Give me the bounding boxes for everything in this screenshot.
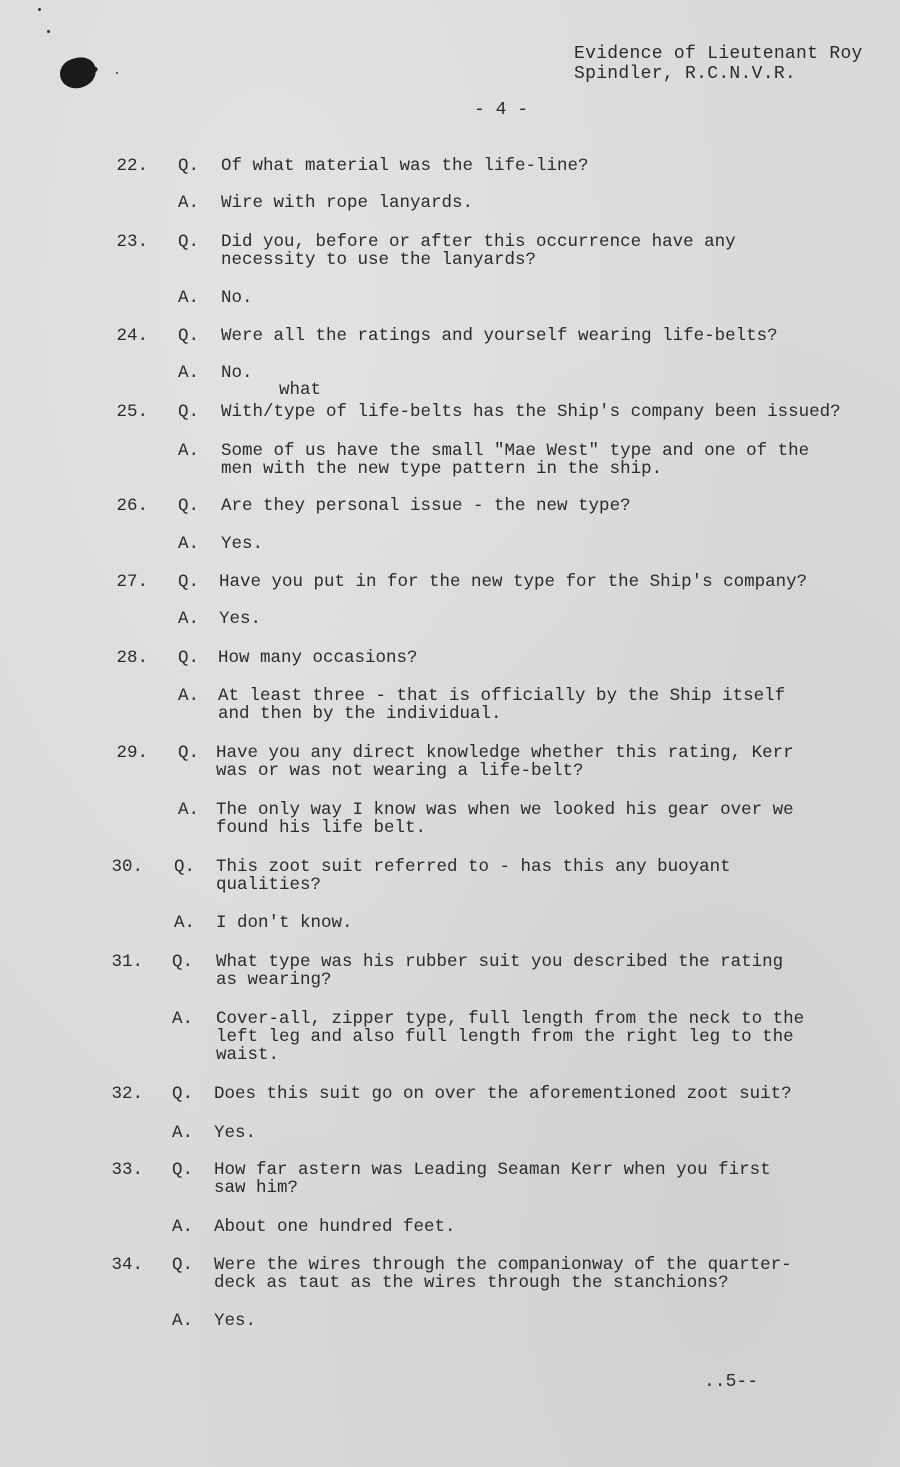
header-line-1: Evidence of Lieutenant Roy: [574, 44, 863, 64]
answer-label: A.: [178, 288, 200, 308]
question-number: 29.: [116, 743, 148, 763]
question-number: 26.: [116, 496, 148, 516]
answer-text: At least three - that is officially by the Ship itself: [218, 686, 786, 706]
answer-text: men with the new type pattern in the ship.: [221, 459, 663, 479]
question-number: 30.: [111, 857, 143, 877]
answer-text: No.: [221, 288, 253, 308]
paper-speck: [47, 30, 50, 33]
question-text: What type was his rubber suit you described the rating: [216, 952, 784, 972]
paper-speck: [116, 72, 118, 74]
question-number: 31.: [111, 952, 143, 972]
question-label: Q.: [172, 1084, 194, 1104]
question-label: Q.: [174, 857, 196, 877]
question-label: Q.: [178, 156, 200, 176]
answer-text: Wire with rope lanyards.: [221, 193, 474, 213]
answer-text: I don't know.: [216, 913, 353, 933]
answer-label: A.: [178, 363, 200, 383]
question-text: Have you any direct knowledge whether this rating, Kerr: [216, 743, 794, 763]
question-text: necessity to use the lanyards?: [221, 250, 537, 270]
question-number: 24.: [116, 326, 148, 346]
question-text: Are they personal issue - the new type?: [221, 496, 631, 516]
question-text: saw him?: [214, 1178, 299, 1198]
header-line-2: Spindler, R.C.N.V.R.: [574, 64, 797, 84]
question-text: This zoot suit referred to - has this any buoyant: [216, 857, 731, 877]
question-text: as wearing?: [216, 970, 332, 990]
question-text: Did you, before or after this occurrence have any: [221, 232, 736, 252]
answer-text: found his life belt.: [216, 818, 427, 838]
answer-text: Some of us have the small "Mae West" type and one of the: [221, 441, 810, 461]
answer-text: Yes.: [221, 534, 264, 554]
question-number: 28.: [116, 648, 148, 668]
answer-label: A.: [174, 913, 196, 933]
answer-label: A.: [172, 1009, 194, 1029]
question-text: Of what material was the life-line?: [221, 156, 589, 176]
question-label: Q.: [178, 743, 200, 763]
question-label: Q.: [172, 1160, 194, 1180]
question-number: 33.: [111, 1160, 143, 1180]
question-text: Does this suit go on over the aforementioned zoot suit?: [214, 1084, 792, 1104]
question-text: How far astern was Leading Seaman Kerr when you first: [214, 1160, 771, 1180]
answer-text: The only way I know was when we looked his gear over we: [216, 800, 794, 820]
question-number: 34.: [111, 1255, 143, 1275]
question-number: 22.: [116, 156, 148, 176]
answer-label: A.: [178, 193, 200, 213]
answer-label: A.: [172, 1311, 194, 1331]
answer-label: A.: [178, 441, 200, 461]
page-number: - 4 -: [474, 100, 529, 120]
answer-text: Cover-all, zipper type, full length from the neck to the: [216, 1009, 805, 1029]
question-label: Q.: [178, 648, 200, 668]
handwritten-insertion: what: [279, 380, 322, 400]
question-label: Q.: [178, 572, 200, 592]
question-text: Were the wires through the companionway of the quarter-: [214, 1255, 792, 1275]
answer-text: Yes.: [214, 1311, 257, 1331]
answer-text: Yes.: [214, 1123, 257, 1143]
question-label: Q.: [172, 1255, 194, 1275]
answer-text: waist.: [216, 1045, 280, 1065]
answer-text: left leg and also full length from the right leg to the: [216, 1027, 794, 1047]
question-number: 27.: [116, 572, 148, 592]
question-label: Q.: [172, 952, 194, 972]
question-text: With/type of life-belts has the Ship's company been issued?: [221, 402, 841, 422]
answer-label: A.: [178, 686, 200, 706]
question-text: Have you put in for the new type for the Ship's company?: [219, 572, 808, 592]
question-text: was or was not wearing a life-belt?: [216, 761, 584, 781]
question-label: Q.: [178, 496, 200, 516]
question-number: 25.: [116, 402, 148, 422]
next-page-marker: ..5--: [704, 1372, 759, 1392]
answer-text: No.: [221, 363, 253, 383]
answer-label: A.: [172, 1217, 194, 1237]
answer-label: A.: [178, 800, 200, 820]
question-text: qualities?: [216, 875, 322, 895]
question-label: Q.: [178, 402, 200, 422]
document-header: [574, 44, 863, 84]
question-number: 23.: [116, 232, 148, 252]
question-label: Q.: [178, 326, 200, 346]
answer-label: A.: [178, 534, 200, 554]
paper-speck: [38, 8, 41, 11]
question-text: deck as taut as the wires through the stanchions?: [214, 1273, 729, 1293]
question-text: Were all the ratings and yourself wearing life-belts?: [221, 326, 778, 346]
answer-text: Yes.: [219, 609, 262, 629]
answer-text: About one hundred feet.: [214, 1217, 456, 1237]
question-text: How many occasions?: [218, 648, 418, 668]
answer-text: and then by the individual.: [218, 704, 502, 724]
answer-label: A.: [172, 1123, 194, 1143]
answer-label: A.: [178, 609, 200, 629]
question-label: Q.: [178, 232, 200, 252]
question-number: 32.: [111, 1084, 143, 1104]
